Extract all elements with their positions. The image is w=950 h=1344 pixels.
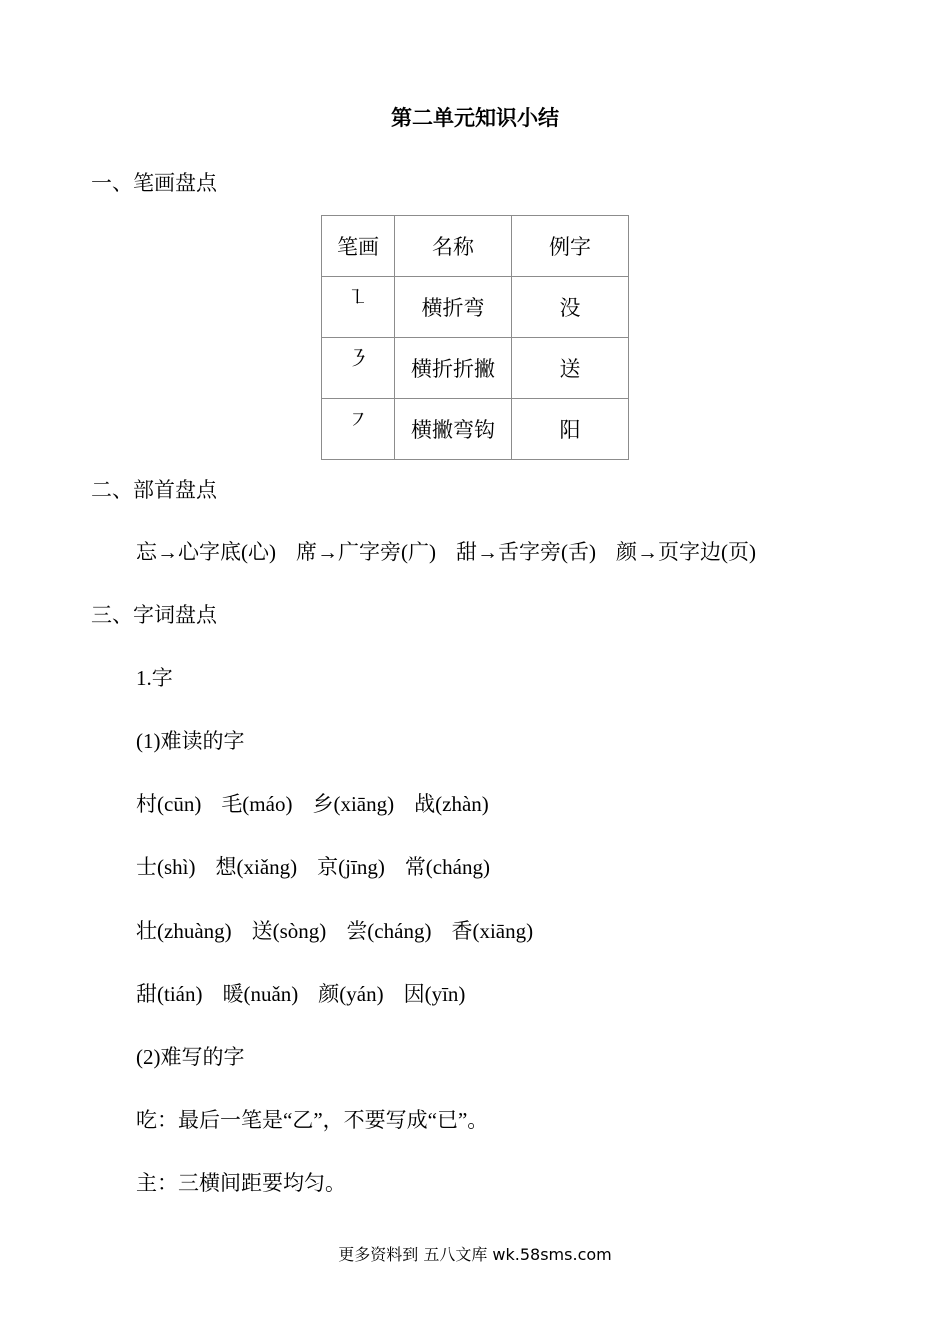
pinyin-item: 甜(tián)	[136, 982, 203, 1006]
pinyin-item: 香(xiāng)	[451, 919, 534, 943]
section-heading-radicals: 二、部首盘点	[91, 478, 217, 502]
subsection-hard-to-read: (1)难读的字	[136, 729, 245, 753]
pinyin-row	[136, 915, 533, 945]
radical-item: 忘→心字底(心)	[136, 540, 276, 564]
writing-note: 主：三横间距要均匀。	[136, 1171, 346, 1195]
stroke-name-cell: 横折折撇	[395, 338, 512, 399]
subsection-hard-to-write: (2)难写的字	[136, 1045, 245, 1069]
pinyin-item: 乡(xiāng)	[312, 792, 395, 816]
table-header-row	[322, 216, 629, 277]
pinyin-item: 送(sòng)	[251, 919, 327, 943]
pinyin-row	[136, 978, 465, 1008]
radical-item: 席→广字旁(广)	[296, 540, 436, 564]
stroke-name-cell: 横折弯	[395, 277, 512, 338]
stroke-cell	[322, 338, 395, 399]
stroke-cell	[322, 399, 395, 460]
header-cell: 名称	[395, 216, 512, 277]
stroke-name-cell: 横撇弯钩	[395, 399, 512, 460]
radical-list	[136, 536, 756, 566]
pinyin-item: 颜(yán)	[318, 982, 384, 1006]
stroke-glyph: ㇅	[347, 286, 369, 310]
pinyin-item: 京(jīng)	[317, 855, 385, 879]
pinyin-item: 暖(nuǎn)	[222, 982, 299, 1006]
radical-item: 颜→页字边(页)	[616, 540, 756, 564]
pinyin-item: 毛(máo)	[221, 792, 293, 816]
pinyin-item: 士(shì)	[136, 855, 196, 879]
page-title: 第二单元知识小结	[391, 106, 559, 130]
writing-note: 吃：最后一笔是“乙”，不要写成“已”。	[136, 1108, 489, 1132]
pinyin-item: 想(xiǎng)	[215, 855, 298, 879]
subsection-characters: 1.字	[136, 666, 173, 690]
example-char-cell: 阳	[512, 399, 629, 460]
pinyin-item: 因(yīn)	[403, 982, 466, 1006]
table-row	[322, 399, 629, 460]
pinyin-item: 常(cháng)	[404, 855, 490, 879]
pinyin-row	[136, 851, 490, 881]
section-heading-strokes: 一、笔画盘点	[91, 171, 217, 195]
example-char-cell: 没	[512, 277, 629, 338]
stroke-table	[321, 215, 629, 460]
pinyin-item: 尝(cháng)	[346, 919, 432, 943]
pinyin-item: 村(cūn)	[136, 792, 202, 816]
pinyin-item: 战(zhàn)	[414, 792, 489, 816]
header-cell: 笔画	[322, 216, 395, 277]
stroke-cell	[322, 277, 395, 338]
stroke-glyph: ㇇	[347, 408, 369, 432]
pinyin-item: 壮(zhuàng)	[136, 919, 232, 943]
section-heading-words: 三、字词盘点	[91, 603, 217, 627]
table-row	[322, 338, 629, 399]
stroke-glyph: ㇋	[347, 347, 369, 371]
header-cell: 例字	[512, 216, 629, 277]
footer-watermark: 更多资料到 五八文库 wk.58sms.com	[338, 1245, 612, 1264]
radical-item: 甜→舌字旁(舌)	[456, 540, 596, 564]
table-row	[322, 277, 629, 338]
example-char-cell: 送	[512, 338, 629, 399]
pinyin-row	[136, 788, 489, 818]
